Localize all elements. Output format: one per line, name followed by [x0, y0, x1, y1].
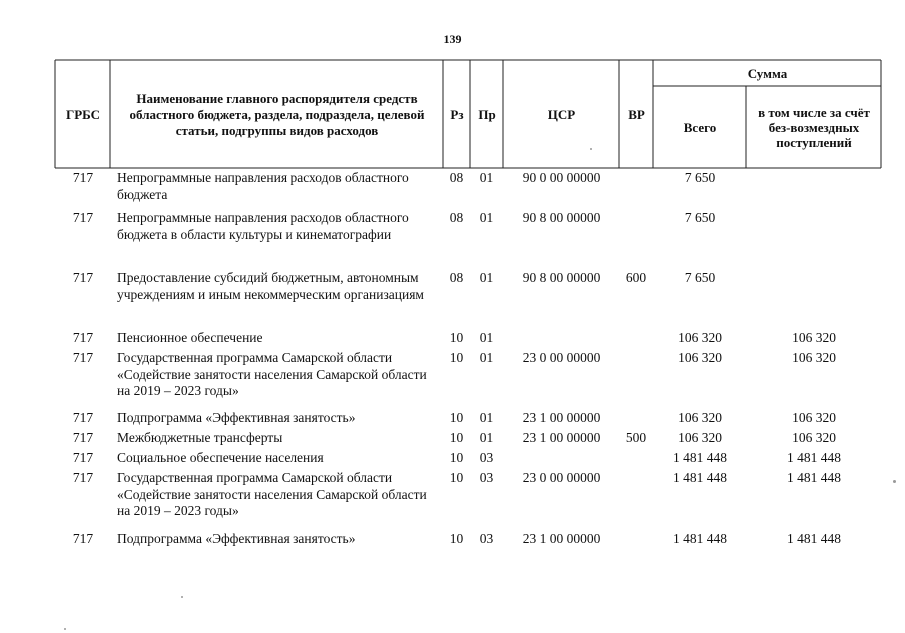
scan-speck — [64, 628, 66, 630]
scan-speck — [181, 596, 183, 598]
cell-rz: 10 — [449, 350, 464, 365]
cell-pr: 01 — [479, 270, 494, 285]
header-csr: ЦСР — [547, 106, 576, 122]
cell-rz: 10 — [449, 450, 464, 465]
cell-total: 106 320 — [678, 410, 722, 425]
cell-csr: 23 1 00 00000 — [522, 410, 601, 425]
cell-pr: 01 — [479, 410, 494, 425]
cell-name: Социальное обеспечение населения — [117, 450, 324, 465]
cell-grbs: 717 — [72, 330, 94, 345]
cell-pr: 03 — [479, 450, 494, 465]
cell-rz: 10 — [449, 430, 464, 445]
cell-rz: 10 — [449, 410, 464, 425]
cell-pr: 01 — [479, 170, 494, 185]
cell-free: 1 481 448 — [787, 531, 841, 546]
cell-free: 1 481 448 — [787, 470, 841, 485]
cell-grbs: 717 — [72, 170, 94, 185]
cell-free: 106 320 — [792, 410, 836, 425]
cell-name: Государственная программа Самарской области «Содействие занятости населения Самарской области на 2019 – 2023 годы» — [117, 350, 427, 398]
cell-total: 1 481 448 — [673, 531, 727, 546]
cell-name: Непрограммные направления расходов областного бюджета в области культуры и кинематографии — [117, 210, 409, 242]
cell-total: 106 320 — [678, 330, 722, 345]
cell-free: 106 320 — [792, 330, 836, 345]
cell-pr: 03 — [479, 531, 494, 546]
cell-grbs: 717 — [72, 450, 94, 465]
cell-total: 1 481 448 — [673, 470, 727, 485]
cell-csr: 23 0 00 00000 — [522, 350, 601, 365]
cell-grbs: 717 — [72, 210, 94, 225]
cell-csr: 90 8 00 00000 — [522, 270, 601, 285]
cell-rz: 08 — [449, 270, 464, 285]
cell-name: Предоставление субсидий бюджетным, автономным учреждениям и иным некоммерческим организациям — [117, 270, 424, 302]
cell-grbs: 717 — [72, 410, 94, 425]
cell-grbs: 717 — [72, 531, 94, 546]
cell-grbs: 717 — [72, 470, 94, 485]
cell-total: 7 650 — [684, 170, 716, 185]
cell-name: Непрограммные направления расходов областного бюджета — [117, 170, 409, 202]
cell-rz: 10 — [449, 470, 464, 485]
header-name: Наименование главного распорядителя средств областного бюджета, раздела, подраздела, целевой статьи, подгруппы видов расходов — [129, 90, 425, 138]
cell-csr: 23 1 00 00000 — [522, 430, 601, 445]
scan-speck — [590, 148, 592, 150]
cell-rz: 08 — [449, 210, 464, 225]
page-number: 139 — [443, 32, 462, 46]
header-sum: Сумма — [747, 65, 788, 81]
cell-csr: 23 1 00 00000 — [522, 531, 601, 546]
scan-speck — [893, 480, 896, 483]
header-vr: ВР — [628, 106, 645, 122]
header-pr: Пр — [478, 106, 496, 122]
header-rz: Рз — [450, 106, 464, 122]
cell-rz: 08 — [449, 170, 464, 185]
cell-pr: 01 — [479, 210, 494, 225]
cell-vr: 600 — [625, 270, 647, 285]
cell-rz: 10 — [449, 531, 464, 546]
cell-name: Подпрограмма «Эффективная занятость» — [117, 531, 356, 546]
cell-total: 7 650 — [684, 210, 716, 225]
cell-pr: 01 — [479, 350, 494, 365]
cell-free: 106 320 — [792, 350, 836, 365]
cell-name: Государственная программа Самарской области «Содействие занятости населения Самарской области на 2019 – 2023 годы» — [117, 470, 427, 518]
cell-vr: 500 — [625, 430, 647, 445]
cell-csr: 90 0 00 00000 — [522, 170, 601, 185]
cell-pr: 01 — [479, 330, 494, 345]
cell-rz: 10 — [449, 330, 464, 345]
cell-grbs: 717 — [72, 270, 94, 285]
cell-name: Межбюджетные трансферты — [117, 430, 283, 445]
cell-csr: 23 0 00 00000 — [522, 470, 601, 485]
header-total: Всего — [683, 119, 717, 135]
cell-csr: 90 8 00 00000 — [522, 210, 601, 225]
header-grbs: ГРБС — [65, 106, 101, 122]
cell-pr: 03 — [479, 470, 494, 485]
cell-name: Подпрограмма «Эффективная занятость» — [117, 410, 356, 425]
cell-grbs: 717 — [72, 430, 94, 445]
cell-total: 106 320 — [678, 430, 722, 445]
cell-pr: 01 — [479, 430, 494, 445]
cell-free: 106 320 — [792, 430, 836, 445]
cell-total: 7 650 — [684, 270, 716, 285]
cell-free: 1 481 448 — [787, 450, 841, 465]
header-incl-free: в том числе за счёт без-возмездных поступлений — [758, 105, 870, 150]
cell-total: 106 320 — [678, 350, 722, 365]
cell-grbs: 717 — [72, 350, 94, 365]
cell-total: 1 481 448 — [673, 450, 727, 465]
cell-name: Пенсионное обеспечение — [117, 330, 263, 345]
